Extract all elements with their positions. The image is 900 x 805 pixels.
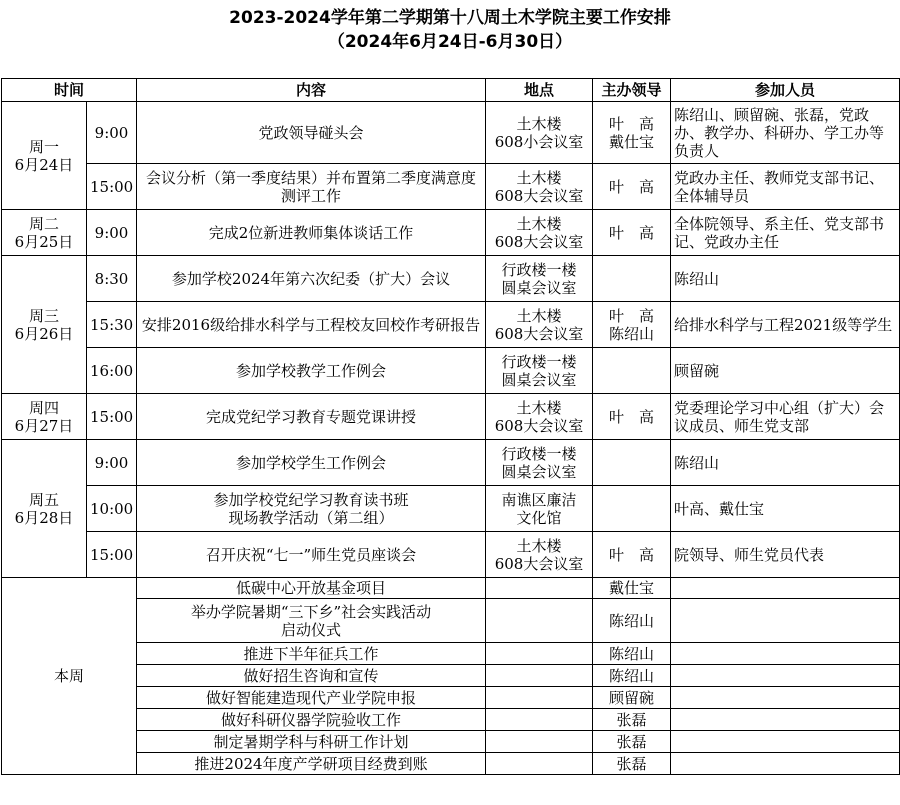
table-row bbox=[2, 486, 900, 532]
attendees-cell: 给排水科学与工程2021级等学生 bbox=[671, 302, 900, 348]
leader-cell bbox=[593, 486, 671, 532]
attendees-cell: 叶高、戴仕宝 bbox=[671, 486, 900, 532]
content-cell: 召开庆祝“七一”师生党员座谈会 bbox=[137, 532, 486, 578]
table-row bbox=[2, 102, 900, 164]
table-row bbox=[2, 532, 900, 578]
content-cell: 制定暑期学科与科研工作计划 bbox=[137, 731, 486, 753]
location-cell bbox=[486, 687, 593, 709]
schedule-table bbox=[1, 78, 900, 775]
location-cell: 行政楼一楼 圆桌会议室 bbox=[486, 256, 593, 302]
leader-cell: 叶 高 戴仕宝 bbox=[593, 102, 671, 164]
table-row bbox=[2, 599, 900, 643]
table-row bbox=[2, 394, 900, 440]
day-date: 6月27日 bbox=[14, 416, 74, 435]
leader-cell: 张磊 bbox=[593, 731, 671, 753]
leader-cell: 叶 高 bbox=[593, 394, 671, 440]
table-row bbox=[2, 753, 900, 775]
attendees-cell bbox=[671, 665, 900, 687]
leader-cell bbox=[593, 256, 671, 302]
attendees-cell bbox=[671, 753, 900, 775]
attendees-cell bbox=[671, 643, 900, 665]
header-content: 内容 bbox=[137, 79, 486, 102]
time-cell: 9:00 bbox=[87, 102, 137, 164]
time-cell: 15:00 bbox=[87, 394, 137, 440]
leader-cell: 陈绍山 bbox=[593, 599, 671, 643]
location-cell: 土木楼 608小会议室 bbox=[486, 102, 593, 164]
leader-cell bbox=[593, 440, 671, 486]
time-cell: 15:30 bbox=[87, 302, 137, 348]
day-label: 周四 bbox=[28, 398, 59, 417]
location-cell: 土木楼 608大会议室 bbox=[486, 302, 593, 348]
location-cell: 行政楼一楼 圆桌会议室 bbox=[486, 440, 593, 486]
time-cell: 15:00 bbox=[87, 164, 137, 210]
location-cell: 行政楼一楼 圆桌会议室 bbox=[486, 348, 593, 394]
location-cell bbox=[486, 709, 593, 731]
content-cell: 参加学校学生工作例会 bbox=[137, 440, 486, 486]
day-cell bbox=[2, 394, 87, 440]
leader-cell bbox=[593, 348, 671, 394]
header-leader: 主办领导 bbox=[593, 79, 671, 102]
content-cell: 参加学校教学工作例会 bbox=[137, 348, 486, 394]
week-cell: 本周 bbox=[2, 578, 137, 775]
table-row bbox=[2, 440, 900, 486]
leader-cell: 陈绍山 bbox=[593, 643, 671, 665]
table-row bbox=[2, 687, 900, 709]
location-cell bbox=[486, 643, 593, 665]
day-cell bbox=[2, 210, 87, 256]
time-cell: 15:00 bbox=[87, 532, 137, 578]
day-label: 周一 bbox=[28, 137, 59, 156]
day-cell bbox=[2, 102, 87, 210]
time-cell: 10:00 bbox=[87, 486, 137, 532]
attendees-cell: 党政办主任、教师党支部书记、全体辅导员 bbox=[671, 164, 900, 210]
day-date: 6月26日 bbox=[14, 324, 74, 343]
attendees-cell: 全体院领导、系主任、党支部书记、党政办主任 bbox=[671, 210, 900, 256]
attendees-cell bbox=[671, 578, 900, 599]
leader-cell: 张磊 bbox=[593, 753, 671, 775]
attendees-cell bbox=[671, 709, 900, 731]
leader-cell: 戴仕宝 bbox=[593, 578, 671, 599]
location-cell: 土木楼 608大会议室 bbox=[486, 164, 593, 210]
location-cell bbox=[486, 753, 593, 775]
day-label: 周二 bbox=[28, 214, 59, 233]
attendees-cell bbox=[671, 687, 900, 709]
table-row bbox=[2, 302, 900, 348]
location-cell bbox=[486, 599, 593, 643]
attendees-cell: 陈绍山、顾留碗、张磊，党政办、教学办、科研办、学工办等负责人 bbox=[671, 102, 900, 164]
content-cell: 完成2位新进教师集体谈话工作 bbox=[137, 210, 486, 256]
attendees-cell bbox=[671, 599, 900, 643]
table-row bbox=[2, 164, 900, 210]
content-cell: 低碳中心开放基金项目 bbox=[137, 578, 486, 599]
page-subtitle: （2024年6月24日-6月30日） bbox=[327, 32, 573, 52]
content-cell: 完成党纪学习教育专题党课讲授 bbox=[137, 394, 486, 440]
location-cell: 土木楼 608大会议室 bbox=[486, 210, 593, 256]
time-cell: 9:00 bbox=[87, 440, 137, 486]
time-cell: 8:30 bbox=[87, 256, 137, 302]
content-cell: 参加学校2024年第六次纪委（扩大）会议 bbox=[137, 256, 486, 302]
table-row bbox=[2, 709, 900, 731]
attendees-cell: 院领导、师生党员代表 bbox=[671, 532, 900, 578]
table-row bbox=[2, 210, 900, 256]
time-cell: 16:00 bbox=[87, 348, 137, 394]
attendees-cell: 党委理论学习中心组（扩大）会议成员、师生党支部 bbox=[671, 394, 900, 440]
content-cell: 做好招生咨询和宣传 bbox=[137, 665, 486, 687]
content-cell: 党政领导碰头会 bbox=[137, 102, 486, 164]
attendees-cell: 陈绍山 bbox=[671, 256, 900, 302]
table-row bbox=[2, 348, 900, 394]
header-time: 时间 bbox=[2, 79, 137, 102]
header-row bbox=[2, 79, 900, 102]
leader-cell: 陈绍山 bbox=[593, 665, 671, 687]
table-row bbox=[2, 643, 900, 665]
content-cell: 安排2016级给排水科学与工程校友回校作考研报告 bbox=[137, 302, 486, 348]
content-cell: 做好智能建造现代产业学院申报 bbox=[137, 687, 486, 709]
header-location: 地点 bbox=[486, 79, 593, 102]
day-date: 6月25日 bbox=[14, 232, 74, 251]
leader-cell: 顾留碗 bbox=[593, 687, 671, 709]
header-attendees: 参加人员 bbox=[671, 79, 900, 102]
location-cell bbox=[486, 578, 593, 599]
table-row bbox=[2, 256, 900, 302]
location-cell: 土木楼 608大会议室 bbox=[486, 394, 593, 440]
day-date: 6月28日 bbox=[14, 508, 74, 527]
day-label: 周三 bbox=[28, 306, 59, 325]
attendees-cell: 陈绍山 bbox=[671, 440, 900, 486]
content-cell: 参加学校党纪学习教育读书班 现场教学活动（第二组） bbox=[137, 486, 486, 532]
content-cell: 做好科研仪器学院验收工作 bbox=[137, 709, 486, 731]
table-row bbox=[2, 731, 900, 753]
table-row bbox=[2, 578, 900, 599]
location-cell: 南谯区廉洁 文化馆 bbox=[486, 486, 593, 532]
leader-cell: 张磊 bbox=[593, 709, 671, 731]
leader-cell: 叶 高 bbox=[593, 164, 671, 210]
attendees-cell bbox=[671, 731, 900, 753]
content-cell: 会议分析（第一季度结果）并布置第二季度满意度测评工作 bbox=[137, 164, 486, 210]
content-cell: 举办学院暑期“三下乡”社会实践活动 启动仪式 bbox=[137, 599, 486, 643]
content-cell: 推进2024年度产学研项目经费到账 bbox=[137, 753, 486, 775]
location-cell bbox=[486, 731, 593, 753]
day-date: 6月24日 bbox=[14, 155, 74, 174]
page-title: 2023-2024学年第二学期第十八周土木学院主要工作安排 bbox=[229, 8, 671, 28]
location-cell bbox=[486, 665, 593, 687]
day-label: 周五 bbox=[28, 490, 59, 509]
day-cell bbox=[2, 440, 87, 578]
leader-cell: 叶 高 陈绍山 bbox=[593, 302, 671, 348]
attendees-cell: 顾留碗 bbox=[671, 348, 900, 394]
day-cell bbox=[2, 256, 87, 394]
location-cell: 土木楼 608大会议室 bbox=[486, 532, 593, 578]
content-cell: 推进下半年征兵工作 bbox=[137, 643, 486, 665]
schedule-body bbox=[2, 102, 900, 775]
table-row bbox=[2, 665, 900, 687]
leader-cell: 叶 高 bbox=[593, 532, 671, 578]
leader-cell: 叶 高 bbox=[593, 210, 671, 256]
time-cell: 9:00 bbox=[87, 210, 137, 256]
